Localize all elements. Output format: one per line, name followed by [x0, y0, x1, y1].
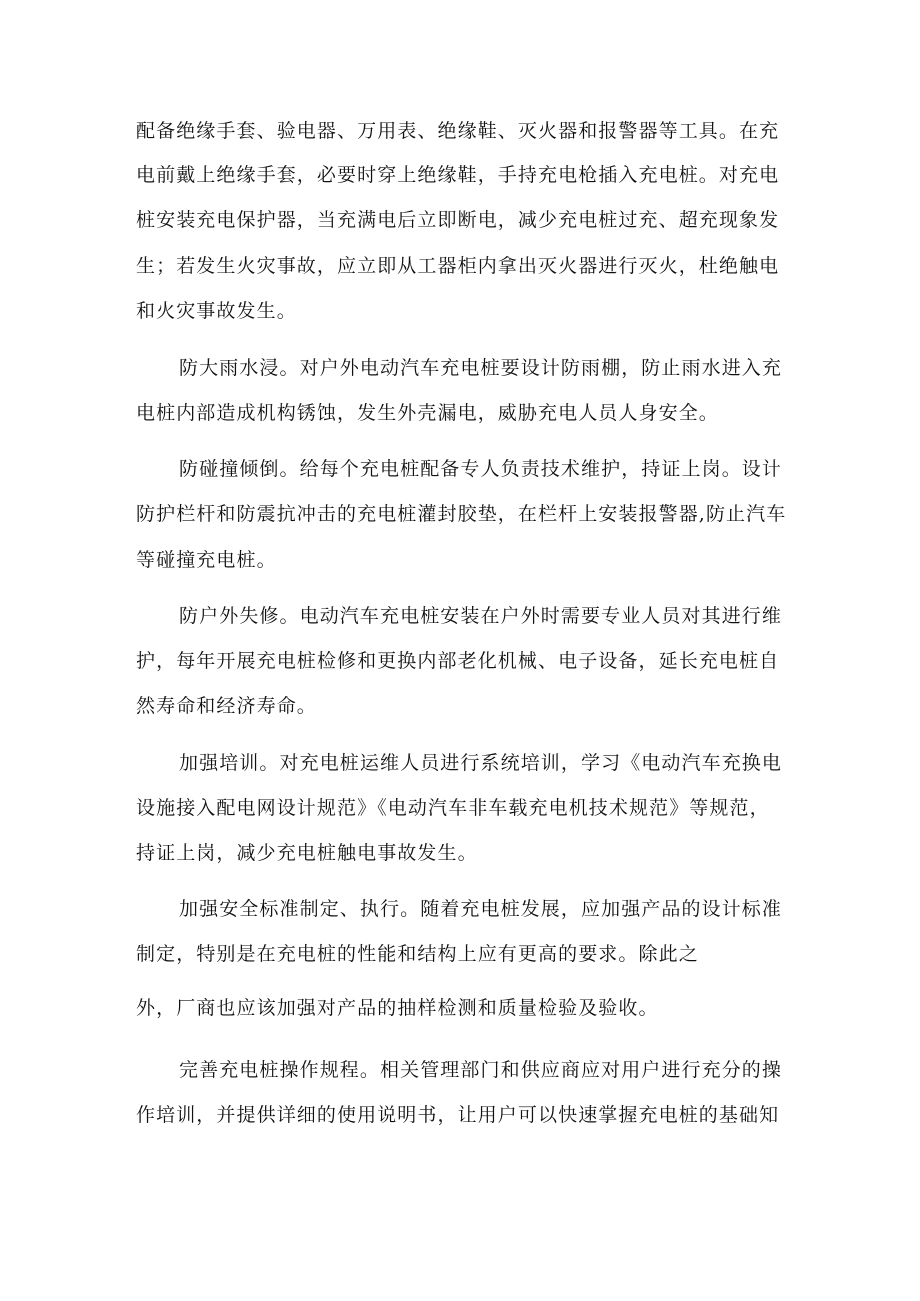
text-line: 生；若发生火灾事故，应立即从工器柜内拿出灭火器进行灭火，杜绝触电	[136, 255, 780, 277]
text-line: 制定，特别是在充电桩的性能和结构上应有更高的要求。除此之	[136, 943, 699, 965]
text-line: 电前戴上绝缘手套，必要时穿上绝缘鞋，手持充电枪插入充电桩。对充电	[136, 164, 780, 186]
text-line: 作培训，并提供详细的使用说明书，让用户可以快速掌握充电桩的基础知	[136, 1104, 780, 1126]
text-line: 然寿命和经济寿命。	[136, 695, 317, 717]
paragraph-first-line: 加强培训。对充电桩运维人员进行系统培训，学习《电动汽车充换电	[179, 752, 783, 774]
text-line: 设施接入配电网设计规范》《电动汽车非车载充电机技术规范》等规范，	[136, 797, 770, 819]
text-line: 外，厂商也应该加强对产品的抽样检测和质量检验及验收。	[136, 997, 659, 1019]
text-line: 配备绝缘手套、验电器、万用表、绝缘鞋、灭火器和报警器等工具。在充	[136, 120, 780, 142]
text-line: 电桩内部造成机构锈蚀，发生外壳漏电，威胁充电人员人身安全。	[136, 402, 719, 424]
text-line: 护，每年开展充电桩检修和更换内部老化机械、电子设备，延长充电桩自	[136, 650, 780, 672]
paragraph-first-line: 完善充电桩操作规程。相关管理部门和供应商应对用户进行充分的操	[179, 1059, 783, 1081]
text-line: 等碰撞充电桩。	[136, 549, 277, 571]
text-line: 防护栏杆和防震抗冲击的充电桩灌封胶垫，在栏杆上安装报警器,防止汽车	[136, 503, 787, 525]
paragraph-first-line: 防大雨水浸。对户外电动汽车充电桩要设计防雨棚，防止雨水进入充	[179, 357, 783, 379]
text-line: 桩安装充电保护器，当充满电后立即断电，减少充电桩过充、超充现象发	[136, 209, 780, 231]
paragraph-first-line: 防户外失修。电动汽车充电桩安装在户外时需要专业人员对其进行维	[179, 605, 783, 627]
paragraph-first-line: 加强安全标准制定、执行。随着充电桩发展，应加强产品的设计标准	[179, 898, 783, 920]
paragraph-first-line: 防碰撞倾倒。给每个充电桩配备专人负责技术维护，持证上岗。设计	[179, 458, 783, 480]
text-line: 和火灾事故发生。	[136, 300, 297, 322]
text-line: 持证上岗，减少充电桩触电事故发生。	[136, 842, 478, 864]
